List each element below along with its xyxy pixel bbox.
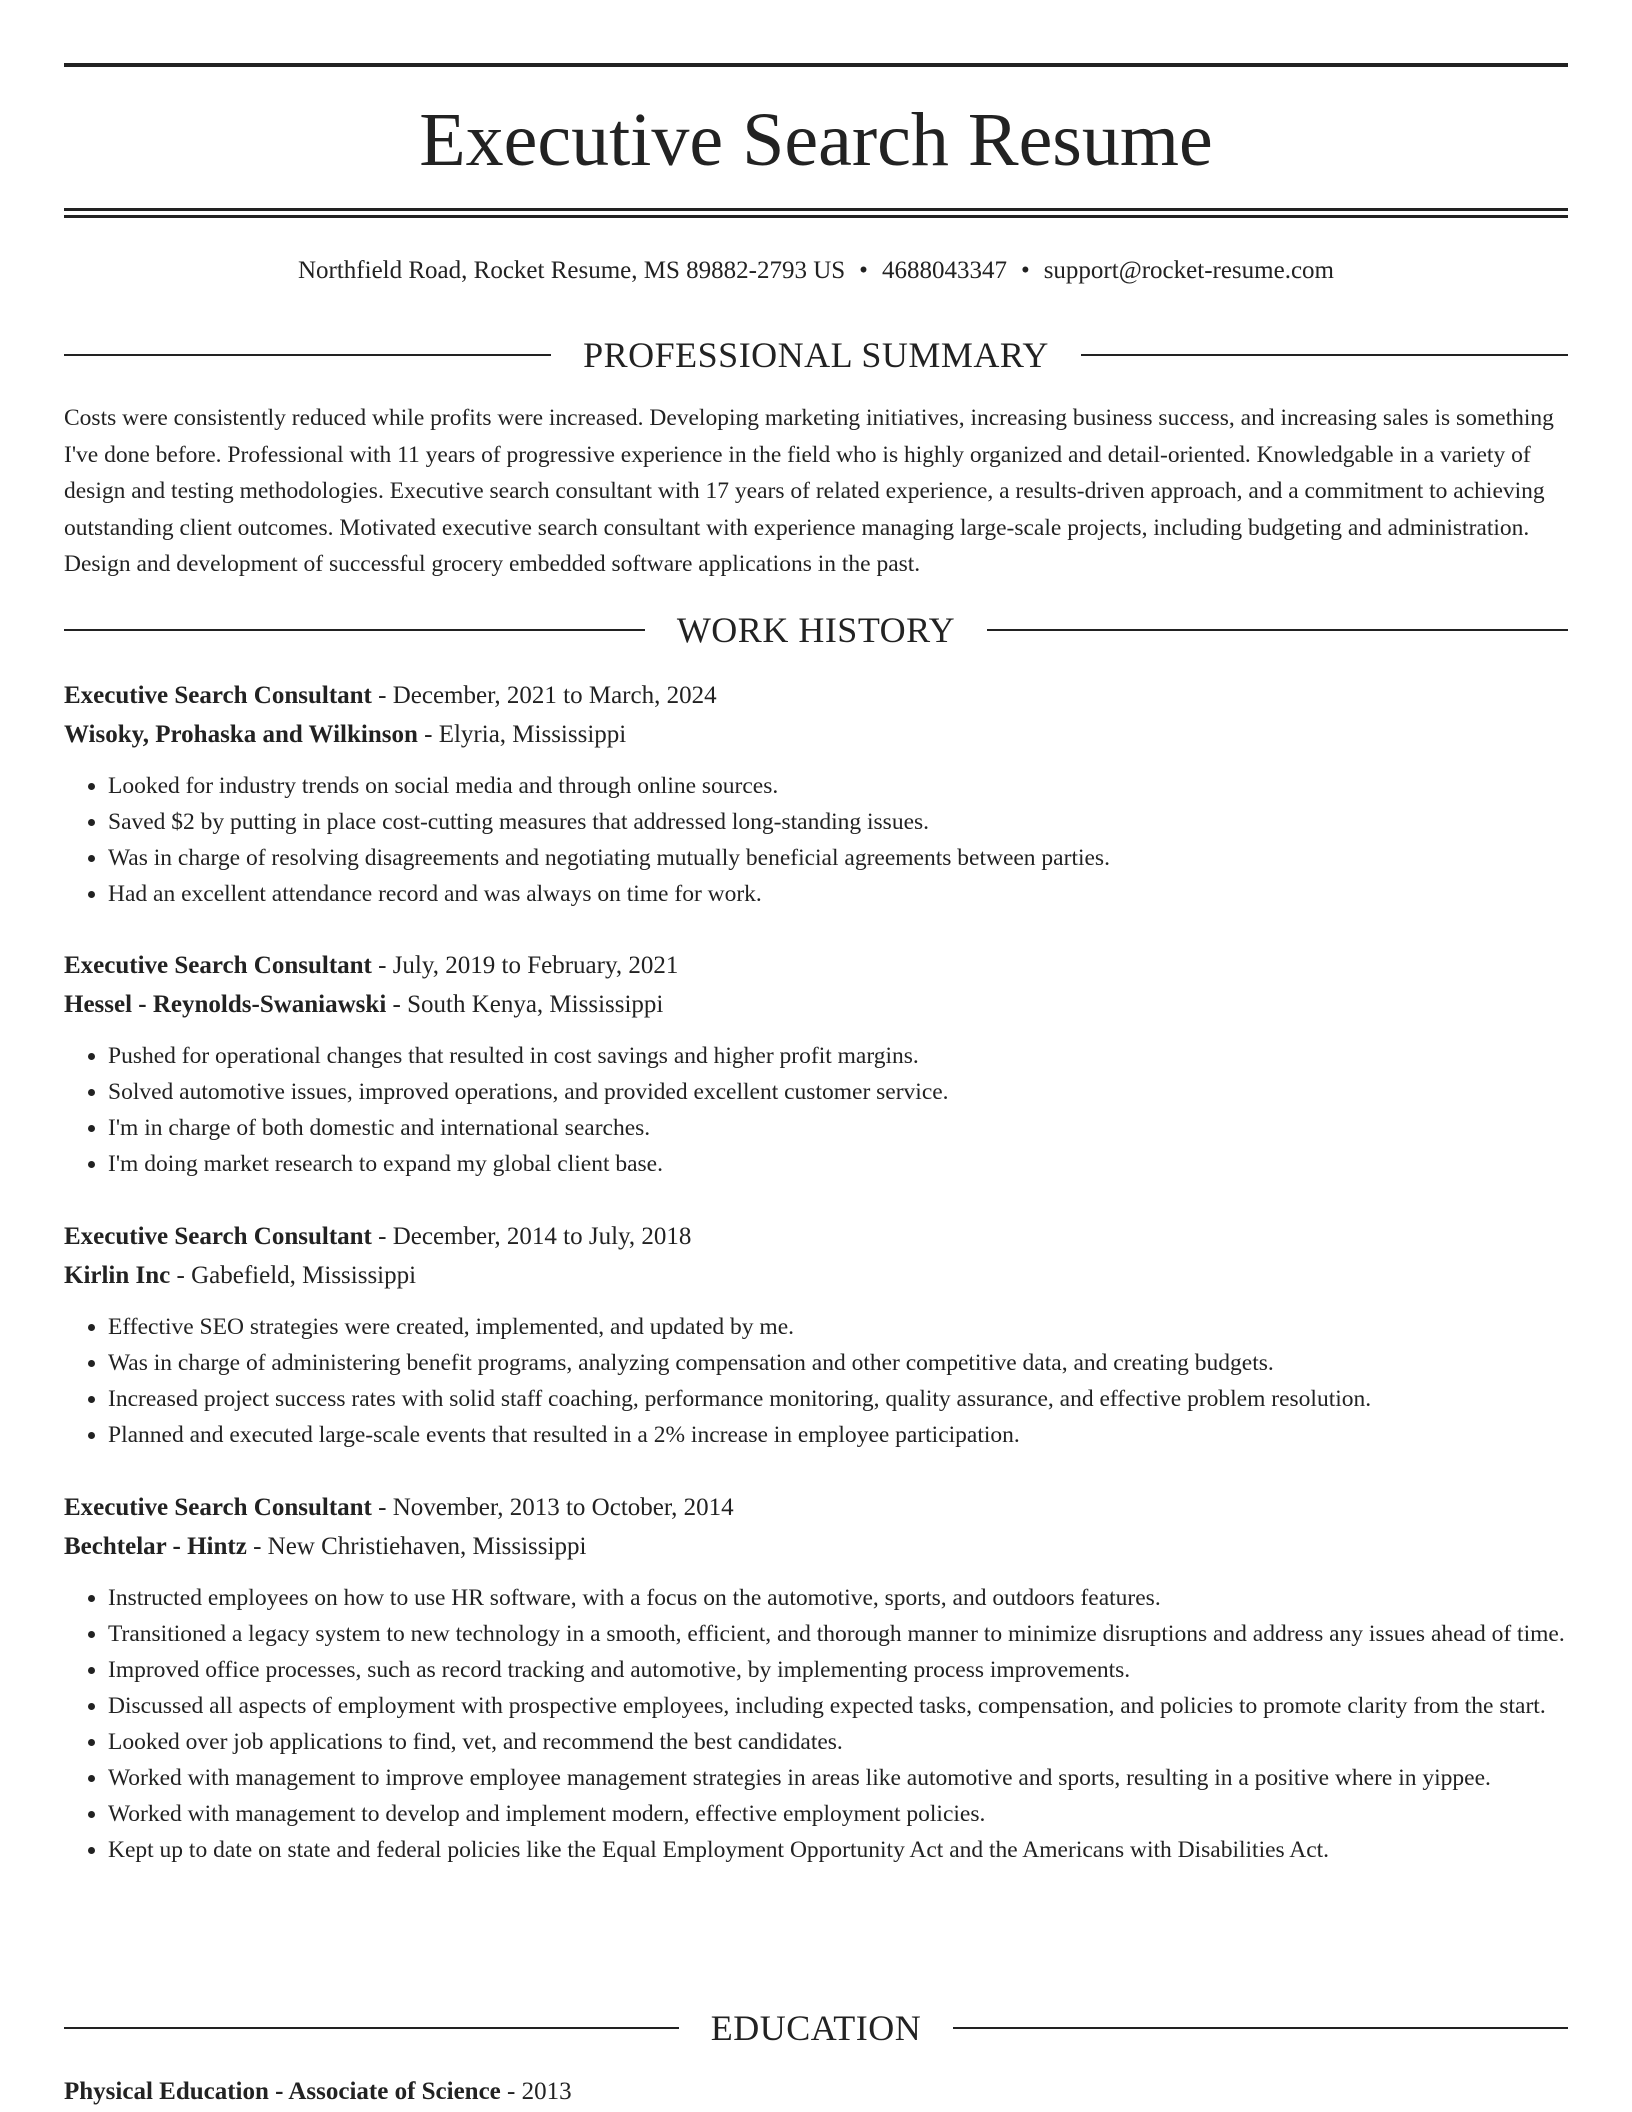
job-bullet: • Worked with management to develop and implement modern, effective employment policies. [108,1796,1568,1832]
job-bullet: • Kept up to date on state and federal policies like the Equal Employment Opportunity Act and the Americans with Disabilities Act. [108,1832,1568,1868]
education-heading-label: EDUCATION [710,2008,922,2048]
resume-title: Executive Search Resume [419,98,1213,182]
contact-separator: • [859,257,868,284]
job-bullet: • Planned and executed large-scale events that resulted in a 2% increase in employee participation. [108,1417,1568,1453]
job-company-line [64,985,1568,1024]
summary-heading [64,333,1568,377]
job-bullet: • Discussed all aspects of employment with prospective employees, including expected tasks, compensation, and policies to promote clarity from the start. [108,1688,1568,1724]
work-history-heading-label: WORK HISTORY [676,610,956,650]
contact-address: Northfield Road, Rocket Resume, MS 89882-2793 US [297,257,846,284]
heading-rule-left [64,2027,679,2029]
job-bullets [64,768,1568,912]
contact-line [64,254,1568,288]
contact-email: support@rocket-resume.com [1043,257,1334,284]
job-location: - South Kenya, Mississippi [386,991,664,1018]
job-location: - Elyria, Mississippi [417,721,627,748]
job-bullet: • Pushed for operational changes that resulted in cost savings and higher profit margins. [108,1038,1568,1074]
job-bullet: • Saved $2 by putting in place cost-cutting measures that addressed long-standing issues. [108,804,1568,840]
job-title-line [64,946,1568,985]
work-history-heading [64,608,1568,652]
top-rule [64,63,1568,67]
job-bullet: • Effective SEO strategies were created, implemented, and updated by me. [108,1309,1568,1345]
job-company-line [64,1527,1568,1566]
job-company-line [64,1256,1568,1295]
job-title: Executive Search Consultant [64,1223,372,1250]
job-entry [64,1488,1568,1868]
job-company: Bechtelar - Hintz [64,1533,247,1560]
heading-rule-right [953,2027,1568,2029]
education-year: - 2013 [500,2078,572,2105]
title-rule-upper [64,208,1568,211]
heading-rule-right [1081,354,1568,356]
education-entry [64,2073,1568,2111]
heading-rule-left [64,354,551,356]
professional-summary: Costs were consistently reduced while profits were increased. Developing marketing initiatives, increasing business success, and increasing sales is something I've done before. Professional with 11 years of progressive experience in the field who is highly organized and detail-oriented. Knowledgable in a variety of design and testing methodologies. Executive search consultant with 17 years of related experience, a results-driven approach, and a commitment to achieving outstanding client outcomes. Motivated executive search consultant with experience managing large-scale projects, including budgeting and administration. Design and development of successful grocery embedded software applications in the past. [64,405,1554,577]
job-title-line [64,1217,1568,1256]
job-bullets [64,1309,1568,1453]
heading-rule-right [987,629,1568,631]
job-title-line [64,676,1568,715]
job-dates: - July, 2019 to February, 2021 [371,952,679,979]
job-bullets [64,1580,1568,1868]
job-company-line [64,715,1568,754]
title-rule-lower [64,215,1568,218]
job-company: Wisoky, Prohaska and Wilkinson [64,721,418,748]
job-title: Executive Search Consultant [64,1494,372,1521]
education-heading [64,2006,1568,2050]
job-bullet: • Solved automotive issues, improved operations, and provided excellent customer service. [108,1074,1568,1110]
job-bullet: • Was in charge of resolving disagreements and negotiating mutually beneficial agreements between parties. [108,840,1568,876]
job-dates: - November, 2013 to October, 2014 [371,1494,734,1521]
job-location: - Gabefield, Mississippi [170,1262,417,1289]
job-entry [64,676,1568,912]
job-title: Executive Search Consultant [64,682,372,709]
education-degree: Physical Education - Associate of Science [64,2078,501,2105]
job-title-line [64,1488,1568,1527]
job-company: Hessel - Reynolds-Swaniawski [64,991,387,1018]
contact-separator: • [1020,257,1030,284]
job-bullet: • Increased project success rates with solid staff coaching, performance monitoring, quality assurance, and effective problem resolution. [108,1381,1568,1417]
contact-phone: 4688043347 [881,257,1007,284]
job-location: - New Christiehaven, Mississippi [246,1533,587,1560]
job-bullet: • I'm in charge of both domestic and international searches. [108,1110,1568,1146]
job-bullets [64,1038,1568,1182]
job-bullet: • Transitioned a legacy system to new technology in a smooth, efficient, and thorough manner to minimize disruptions and address any issues ahead of time. [108,1616,1568,1652]
job-bullet: • Worked with management to improve employee management strategies in areas like automotive and sports, resulting in a positive where in yippee. [108,1760,1568,1796]
job-title: Executive Search Consultant [64,952,372,979]
job-dates: - December, 2021 to March, 2024 [371,682,717,709]
job-bullet: • Was in charge of administering benefit programs, analyzing compensation and other competitive data, and creating budgets. [108,1345,1568,1381]
job-bullet: • Improved office processes, such as record tracking and automotive, by implementing process improvements. [108,1652,1568,1688]
summary-heading-label: PROFESSIONAL SUMMARY [583,335,1049,375]
job-entry [64,1217,1568,1453]
heading-rule-left [64,629,645,631]
job-bullet: • I'm doing market research to expand my global client base. [108,1146,1568,1182]
job-company: Kirlin Inc [64,1262,171,1289]
job-entry [64,946,1568,1182]
job-bullet: • Had an excellent attendance record and was always on time for work. [108,876,1568,912]
job-bullet: • Looked for industry trends on social media and through online sources. [108,768,1568,804]
job-dates: - December, 2014 to July, 2018 [371,1223,692,1250]
job-bullet: • Instructed employees on how to use HR software, with a focus on the automotive, sports, and outdoors features. [108,1580,1568,1616]
job-bullet: • Looked over job applications to find, vet, and recommend the best candidates. [108,1724,1568,1760]
